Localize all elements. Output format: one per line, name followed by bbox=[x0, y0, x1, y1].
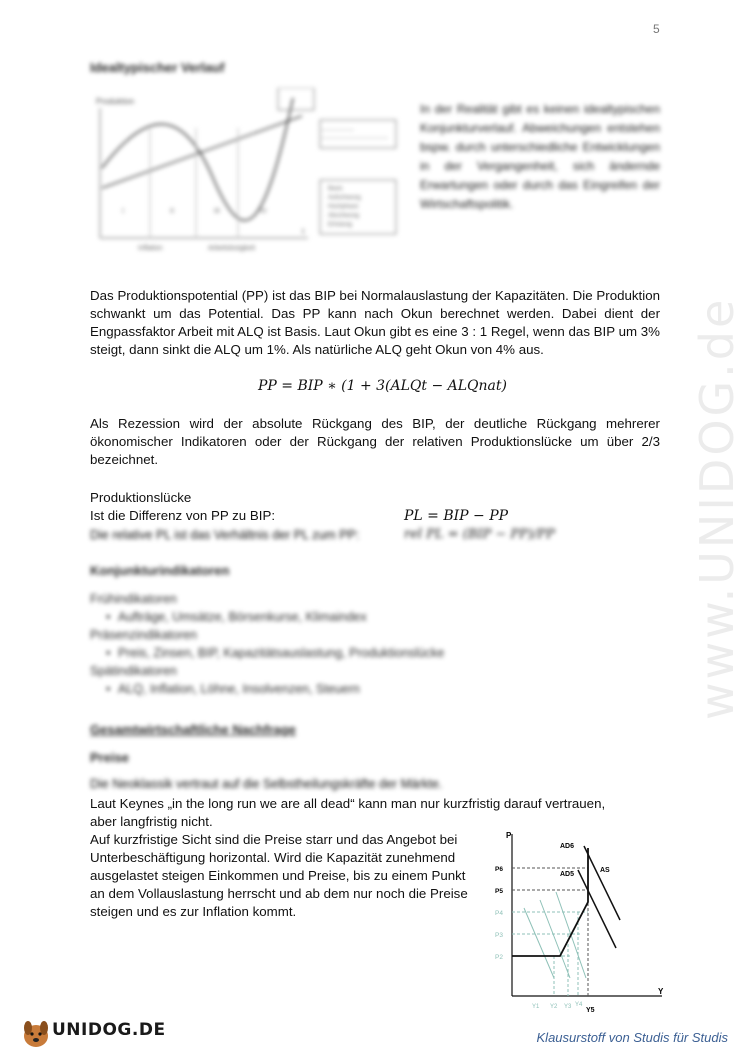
output-label: Y2 bbox=[550, 1004, 558, 1010]
prices-subheading: Preise bbox=[90, 750, 130, 765]
zone-label: III bbox=[214, 208, 220, 215]
footer-slogan: Klausurstoff von Studis für Studis bbox=[536, 1030, 728, 1045]
reality-side-text: In der Realität gibt es keinen idealtypischen Konjunkturverlauf. Abweichungen entstehen bspw. durch unterschiedliche Entwicklungen in der Vergangenheit, sich ändernde Erwartungen oder durch das Eingreifen der Wirtschaftspolitik. bbox=[420, 102, 660, 211]
as-label: AS bbox=[600, 867, 610, 874]
output-label: Y3 bbox=[564, 1004, 572, 1010]
as-curve bbox=[512, 848, 588, 956]
short-run-line: an dem Vollauslastung herrscht und ab dem nur noch die Preise bbox=[90, 886, 468, 901]
watermark-text: www.UNIDOG.de bbox=[690, 296, 744, 720]
ad-as-chart bbox=[492, 828, 672, 1018]
okun-formula: PP = BIP ∗ (1 + 3(ALQt − ALQnat) bbox=[258, 378, 507, 394]
figure-note-box bbox=[278, 88, 314, 110]
demand-heading: Gesamtwirtschaftliche Nachfrage bbox=[90, 722, 296, 737]
zone-label: II bbox=[170, 208, 174, 215]
keynes-line-1: Laut Keynes „in the long run we are all dead“ kann man nur kurzfristig darauf vertrauen, bbox=[90, 796, 606, 811]
zone-label: I bbox=[122, 208, 124, 215]
indicator-category: Präsenzindikatoren bbox=[90, 628, 198, 642]
phase-label: Arbeitslosigkeit bbox=[208, 245, 256, 252]
indicator-examples: • ALQ, Inflation, Löhne, Insolvenzen, Steuern bbox=[90, 680, 444, 698]
output-label: Y1 bbox=[532, 1004, 540, 1010]
indicator-category: Spätindikatoren bbox=[90, 664, 177, 678]
indicator-category: Frühindikatoren bbox=[90, 592, 177, 606]
price-label: P3 bbox=[495, 932, 503, 939]
ad-as-x-label: Y bbox=[658, 987, 664, 996]
legend-item: Erholung bbox=[328, 222, 353, 228]
logo-text: UNIDOG.DE bbox=[52, 1020, 166, 1040]
ad6-curve bbox=[584, 846, 620, 920]
relative-gap-formula: rel PL = (BIP − PP)/PP bbox=[404, 527, 555, 542]
ad6-label: AD6 bbox=[560, 843, 575, 850]
short-run-line: Unterbeschäftigung horizontal. Wird die Kapazität zunehmend bbox=[90, 850, 456, 865]
zone-label: IV bbox=[260, 208, 267, 215]
price-label: P4 bbox=[495, 910, 503, 917]
phase-label: Inflation bbox=[138, 245, 163, 252]
ad-curve-faded bbox=[524, 908, 554, 978]
gap-title: Produktionslücke bbox=[90, 490, 192, 505]
cycle-curve bbox=[102, 98, 293, 220]
short-run-line: Auf kurzfristige Sicht sind die Preise starr und das Angebot bei bbox=[90, 832, 458, 847]
price-label: P2 bbox=[495, 954, 503, 961]
legend-item: Abschwung bbox=[328, 213, 360, 219]
indicator-examples: • Preis, Zinsen, BIP, Kapazitätsauslastung, Produktionslücke bbox=[90, 644, 444, 662]
short-run-line: ausgelastet steigen Einkommen und Preise, bis zu einem Punkt bbox=[90, 868, 466, 883]
indicator-examples: • Aufträge, Umsätze, Börsenkurse, Klimaindex bbox=[90, 608, 444, 626]
ad5-label: AD5 bbox=[560, 871, 575, 878]
cycle-x-label: t bbox=[302, 227, 305, 236]
watermark bbox=[690, 296, 744, 730]
neoclassic-line: Die Neoklassik vertraut auf die Selbstheilungskräfte der Märkte. bbox=[90, 777, 443, 791]
legend-item: Hochphase bbox=[328, 204, 359, 210]
output-label: Y5 bbox=[586, 1007, 595, 1014]
production-potential-paragraph: Das Produktionspotential (PP) ist das BIP bei Normalauslastung der Kapazitäten. Die Produktion schwankt um das Potential. Das PP kann nach Okun berechnet werden. Dabei dient der Engpassfaktor Arbeit mit ALQ ist Basis. Laut Okun gibt es eine 3 : 1 Regel, wenn das BIP um 3% steigt, dann sinkt die ALQ um 1%. Als natürliche ALQ geht Okun von 4% aus. bbox=[90, 288, 660, 357]
legend-item: Basis bbox=[328, 186, 343, 192]
gap-formula: PL = BIP − PP bbox=[404, 508, 509, 524]
output-label: Y4 bbox=[575, 1002, 583, 1008]
section-heading-idealtypisch: Idealtypischer Verlauf bbox=[90, 60, 225, 75]
cycle-y-label: Produktion bbox=[96, 97, 135, 106]
indicators-list bbox=[90, 590, 444, 698]
figure-note-box bbox=[320, 120, 396, 148]
relative-gap-definition: Die relative PL ist das Verhältnis der PL zum PP: bbox=[90, 528, 360, 542]
gap-definition: Ist die Differenz von PP zu BIP: bbox=[90, 508, 276, 523]
ad-as-y-label: P bbox=[506, 831, 512, 840]
business-cycle-figure bbox=[88, 88, 408, 258]
short-run-text bbox=[90, 831, 468, 921]
indicators-heading: Konjunkturindikatoren bbox=[90, 563, 230, 578]
legend-item: Aufschwung bbox=[328, 195, 361, 201]
recession-paragraph: Als Rezession wird der absolute Rückgang des BIP, der deutliche Rückgang mehrerer ökonomischer Indikatoren oder der Rückgang der relativen Produktionslücke um über 2/3 bezeichnet. bbox=[90, 416, 660, 467]
short-run-line: steigen und es zur Inflation kommt. bbox=[90, 904, 297, 919]
keynes-line-2: aber langfristig nicht. bbox=[90, 814, 213, 829]
price-label: P5 bbox=[495, 888, 503, 895]
page-number: 5 bbox=[653, 22, 660, 36]
keynes-line bbox=[90, 795, 660, 831]
price-label: P6 bbox=[495, 866, 503, 873]
